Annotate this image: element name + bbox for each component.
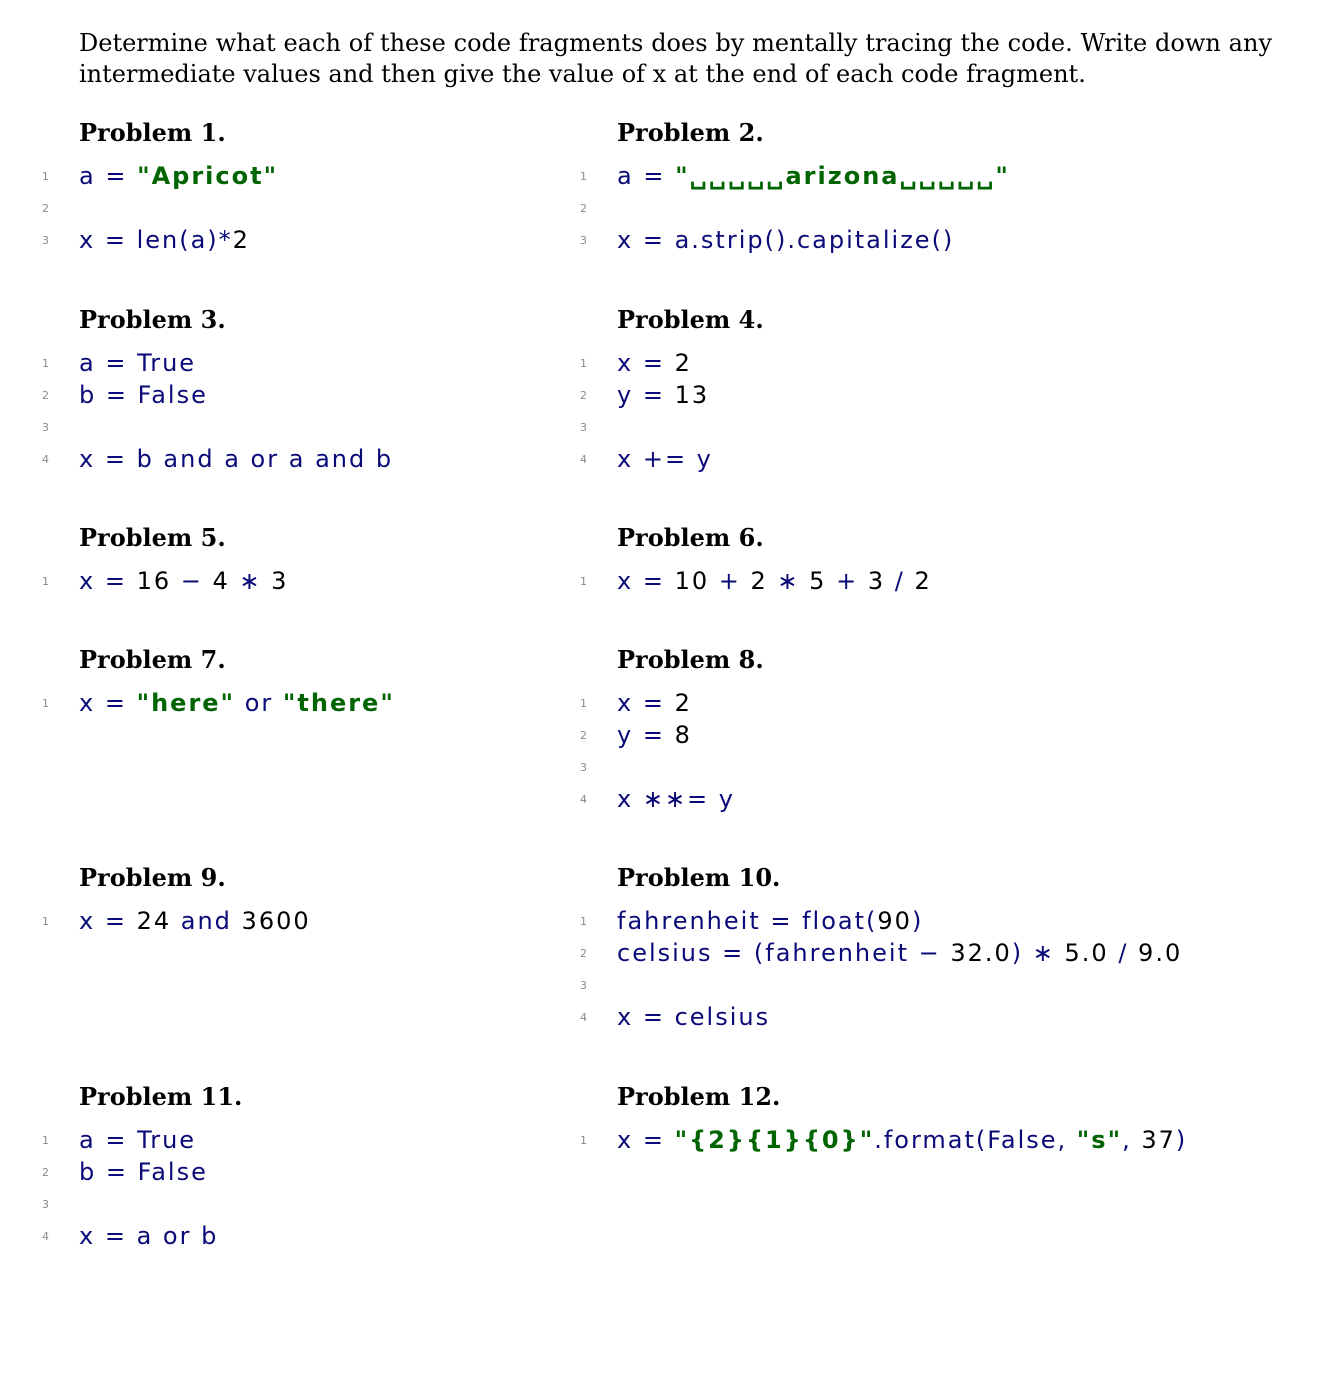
- line-number: 1: [42, 1134, 49, 1147]
- number-literal: 8: [674, 721, 692, 749]
- string-literal: "␣␣␣␣␣arizona␣␣␣␣␣": [675, 162, 1010, 190]
- code-token: x += y: [617, 445, 713, 473]
- code-token: a = True: [79, 349, 197, 377]
- code-token: ∗: [229, 567, 272, 595]
- code-token: +: [709, 567, 751, 595]
- instructions-paragraph: Determine what each of these code fragments does by mentally tracing the code. Write down any intermediate values and then give the value of x at the end of each code fragment.: [79, 29, 1272, 88]
- code-token: ): [1175, 1126, 1188, 1154]
- code-token: −: [171, 567, 213, 595]
- code-token: x =: [617, 1126, 675, 1154]
- code-line: [580, 907, 924, 939]
- code-token: x ∗∗= y: [617, 785, 735, 813]
- line-number: 1: [580, 697, 587, 710]
- code-token: x = len(a)*: [79, 226, 233, 254]
- code-token: a = True: [79, 1126, 197, 1154]
- problem-title: Problem 10.: [617, 863, 781, 892]
- problem-title: Problem 9.: [79, 863, 226, 892]
- line-number: 1: [580, 915, 587, 928]
- line-number: 1: [42, 170, 49, 183]
- code-token: x = a.strip().capitalize(): [617, 226, 955, 254]
- number-literal: 16: [136, 567, 172, 595]
- problem-title: Problem 8.: [617, 645, 764, 674]
- code-token: x =: [79, 689, 137, 717]
- code-token: fahrenheit = float(: [617, 907, 878, 935]
- code-line: [580, 785, 735, 817]
- code-line: [580, 1003, 771, 1035]
- code-token: +: [826, 567, 868, 595]
- string-literal: "there": [282, 689, 395, 717]
- number-literal: 2: [750, 567, 768, 595]
- code-token: x = a or b: [79, 1222, 219, 1250]
- code-line: [42, 1158, 208, 1190]
- problem-title: Problem 5.: [79, 523, 226, 552]
- string-literal: "Apricot": [137, 162, 279, 190]
- code-token: .format(False,: [874, 1126, 1077, 1154]
- line-number: 4: [42, 453, 49, 466]
- code-token: ) ∗: [1011, 939, 1065, 967]
- line-number: 2: [580, 202, 587, 215]
- string-literal: "{2}{1}{0}": [674, 1126, 875, 1154]
- code-line: [580, 381, 710, 413]
- code-token: x =: [79, 567, 137, 595]
- line-number: 3: [580, 234, 587, 247]
- code-token: a =: [617, 162, 676, 190]
- number-literal: 10: [674, 567, 710, 595]
- number-literal: 32.0: [950, 939, 1012, 967]
- line-number: 4: [580, 793, 587, 806]
- code-line: [42, 1222, 219, 1254]
- code-token: y =: [617, 721, 675, 749]
- code-line: [42, 567, 289, 599]
- code-line: [580, 939, 1183, 971]
- number-literal: 3: [867, 567, 886, 595]
- code-token: b = False: [79, 381, 208, 409]
- code-line: [580, 1126, 1188, 1158]
- number-literal: 2: [232, 226, 250, 254]
- code-line: [42, 349, 197, 381]
- line-number: 3: [580, 979, 587, 992]
- line-number: 1: [580, 1134, 587, 1147]
- string-literal: "s": [1076, 1126, 1123, 1154]
- number-literal: 5: [809, 567, 827, 595]
- code-token: ): [911, 907, 924, 935]
- line-number: 1: [580, 357, 587, 370]
- code-line: [42, 381, 208, 413]
- line-number: 1: [580, 575, 587, 588]
- code-token: /: [885, 567, 915, 595]
- code-token: celsius = (fahrenheit −: [617, 939, 951, 967]
- problem-title: Problem 4.: [617, 305, 764, 334]
- line-number: 1: [42, 697, 49, 710]
- code-line: [580, 162, 1010, 194]
- line-number: 3: [42, 234, 49, 247]
- code-token: x =: [79, 907, 137, 935]
- number-literal: 37: [1141, 1126, 1176, 1154]
- problem-title: Problem 2.: [617, 118, 764, 147]
- code-token: x = celsius: [617, 1003, 771, 1031]
- string-literal: "here": [136, 689, 236, 717]
- line-number: 2: [42, 1166, 49, 1179]
- number-literal: 2: [914, 567, 932, 595]
- number-literal: 13: [674, 381, 710, 409]
- code-line: [42, 907, 311, 939]
- line-number: 4: [580, 453, 587, 466]
- line-number: 1: [42, 915, 49, 928]
- number-literal: 2: [674, 349, 692, 377]
- number-literal: 9.0: [1138, 939, 1183, 967]
- code-token: or: [235, 689, 283, 717]
- code-line: [42, 689, 395, 721]
- code-token: b = False: [79, 1158, 208, 1186]
- code-line: [580, 349, 692, 381]
- code-token: x = b and a or a and b: [79, 445, 394, 473]
- code-line: [580, 567, 932, 599]
- code-line: [580, 445, 713, 477]
- code-token: ,: [1122, 1126, 1142, 1154]
- line-number: 3: [580, 421, 587, 434]
- number-literal: 3600: [241, 907, 311, 935]
- number-literal: 5.0: [1064, 939, 1109, 967]
- line-number: 1: [580, 170, 587, 183]
- line-number: 4: [580, 1011, 587, 1024]
- line-number: 3: [42, 421, 49, 434]
- line-number: 3: [42, 1198, 49, 1211]
- line-number: 1: [42, 357, 49, 370]
- problem-title: Problem 3.: [79, 305, 226, 334]
- line-number: 4: [42, 1230, 49, 1243]
- line-number: 2: [42, 389, 49, 402]
- problem-title: Problem 11.: [79, 1082, 243, 1111]
- code-line: [580, 226, 955, 258]
- line-number: 2: [580, 389, 587, 402]
- code-line: [580, 721, 692, 753]
- problem-title: Problem 7.: [79, 645, 226, 674]
- code-token: a =: [79, 162, 138, 190]
- code-token: /: [1108, 939, 1139, 967]
- code-token: ∗: [767, 567, 810, 595]
- code-token: x =: [617, 349, 675, 377]
- code-line: [42, 1126, 197, 1158]
- code-token: and: [171, 907, 242, 935]
- number-literal: 24: [136, 907, 172, 935]
- code-line: [580, 689, 692, 721]
- number-literal: 4: [212, 567, 230, 595]
- code-line: [42, 226, 250, 258]
- line-number: 2: [42, 202, 49, 215]
- code-token: x =: [617, 689, 675, 717]
- line-number: 2: [580, 947, 587, 960]
- code-token: y =: [617, 381, 675, 409]
- line-number: 2: [580, 729, 587, 742]
- line-number: 1: [42, 575, 49, 588]
- code-token: x =: [617, 567, 675, 595]
- line-number: 3: [580, 761, 587, 774]
- code-line: [42, 445, 394, 477]
- code-line: [42, 162, 279, 194]
- number-literal: 3: [271, 567, 289, 595]
- problem-title: Problem 6.: [617, 523, 764, 552]
- number-literal: 2: [674, 689, 692, 717]
- number-literal: 90: [877, 907, 912, 935]
- problem-title: Problem 12.: [617, 1082, 781, 1111]
- problem-title: Problem 1.: [79, 118, 226, 147]
